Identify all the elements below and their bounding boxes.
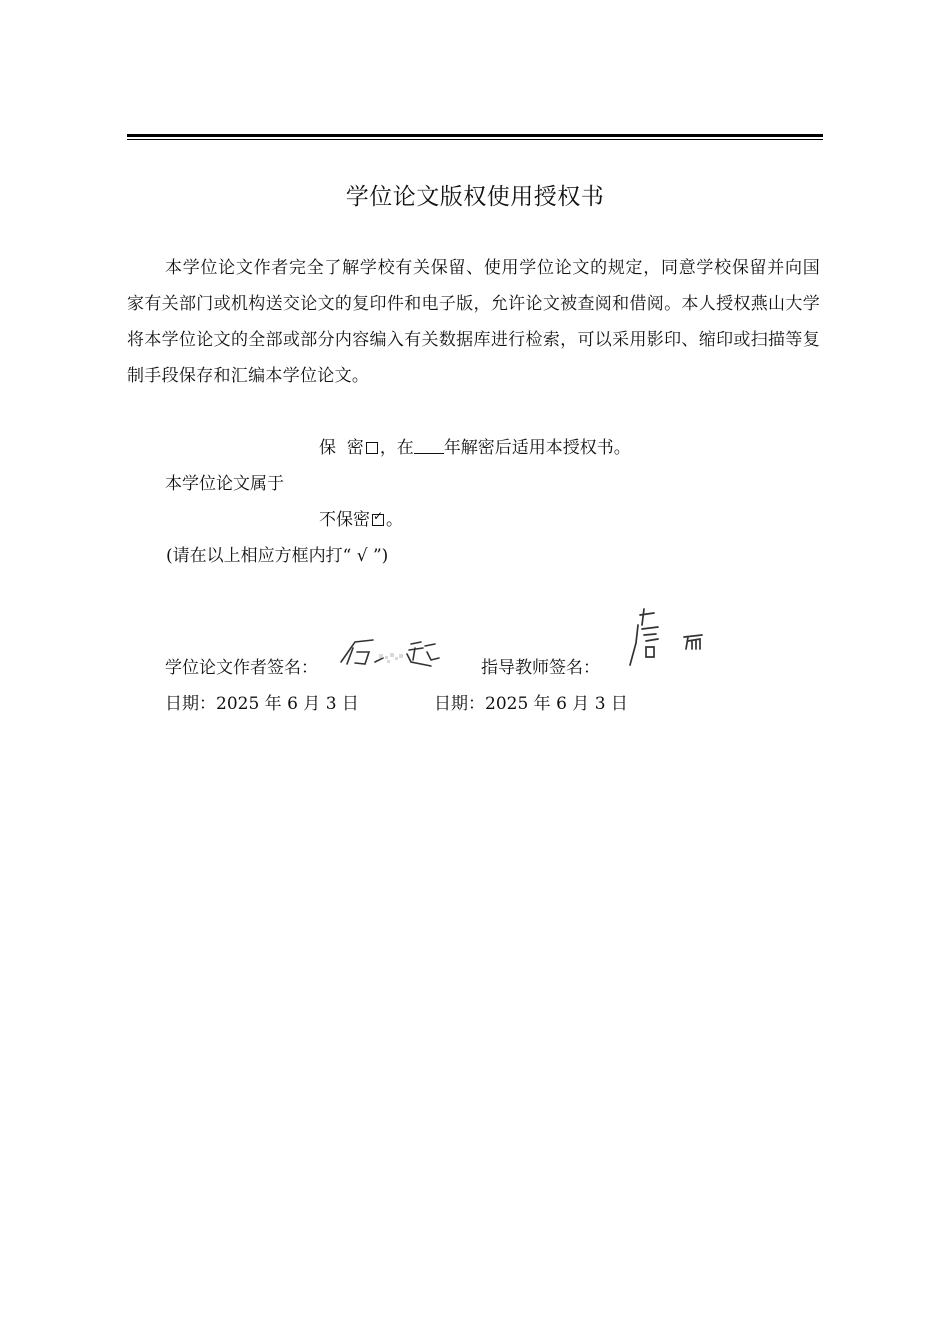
not-secret-end: 。: [386, 510, 403, 530]
author-date: 日期：2025 年 6 月 3 日: [165, 694, 359, 714]
check-mark-icon: ✓: [373, 509, 384, 523]
advisor-date: 日期：2025 年 6 月 3 日: [434, 694, 628, 714]
authorization-paragraph: 本学位论文作者完全了解学校有关保留、使用学位论文的规定，同意学校保留并向国家有关部门或机构送交论文的复印件和电子版，允许论文被查阅和借阅。本人授权燕山大学将本学位论文的全部或部分内容编入有关数据库进行检索，可以采用影印、缩印或扫描等复制手段保存和汇编本学位论文。: [127, 258, 820, 386]
header-rule-thin: [127, 139, 823, 140]
author-signature-image: [335, 632, 445, 670]
secret-label: 保 密: [319, 438, 364, 458]
secret-checkbox[interactable]: [366, 442, 378, 454]
secret-suffix-text: 年解密后适用本授权书。: [443, 438, 631, 458]
document-title: 学位论文版权使用授权书: [345, 184, 605, 210]
checkbox-instruction: (请在以上相应方框内打“ √ ”): [166, 546, 389, 566]
not-secret-option-line: [319, 505, 403, 530]
secret-option-line: [319, 433, 631, 458]
declassify-year-blank[interactable]: [414, 439, 444, 454]
advisor-signature-label: 指导教师签名：: [481, 658, 600, 678]
secret-mid-text: ，在: [379, 438, 414, 458]
not-secret-label: 不保密: [319, 510, 370, 530]
author-signature-label: 学位论文作者签名：: [165, 658, 318, 678]
advisor-signature-image: [624, 603, 714, 669]
header-rule-thick: [127, 134, 823, 137]
belongs-label: 本学位论文属于: [165, 474, 284, 494]
not-secret-checkbox[interactable]: [372, 509, 384, 526]
